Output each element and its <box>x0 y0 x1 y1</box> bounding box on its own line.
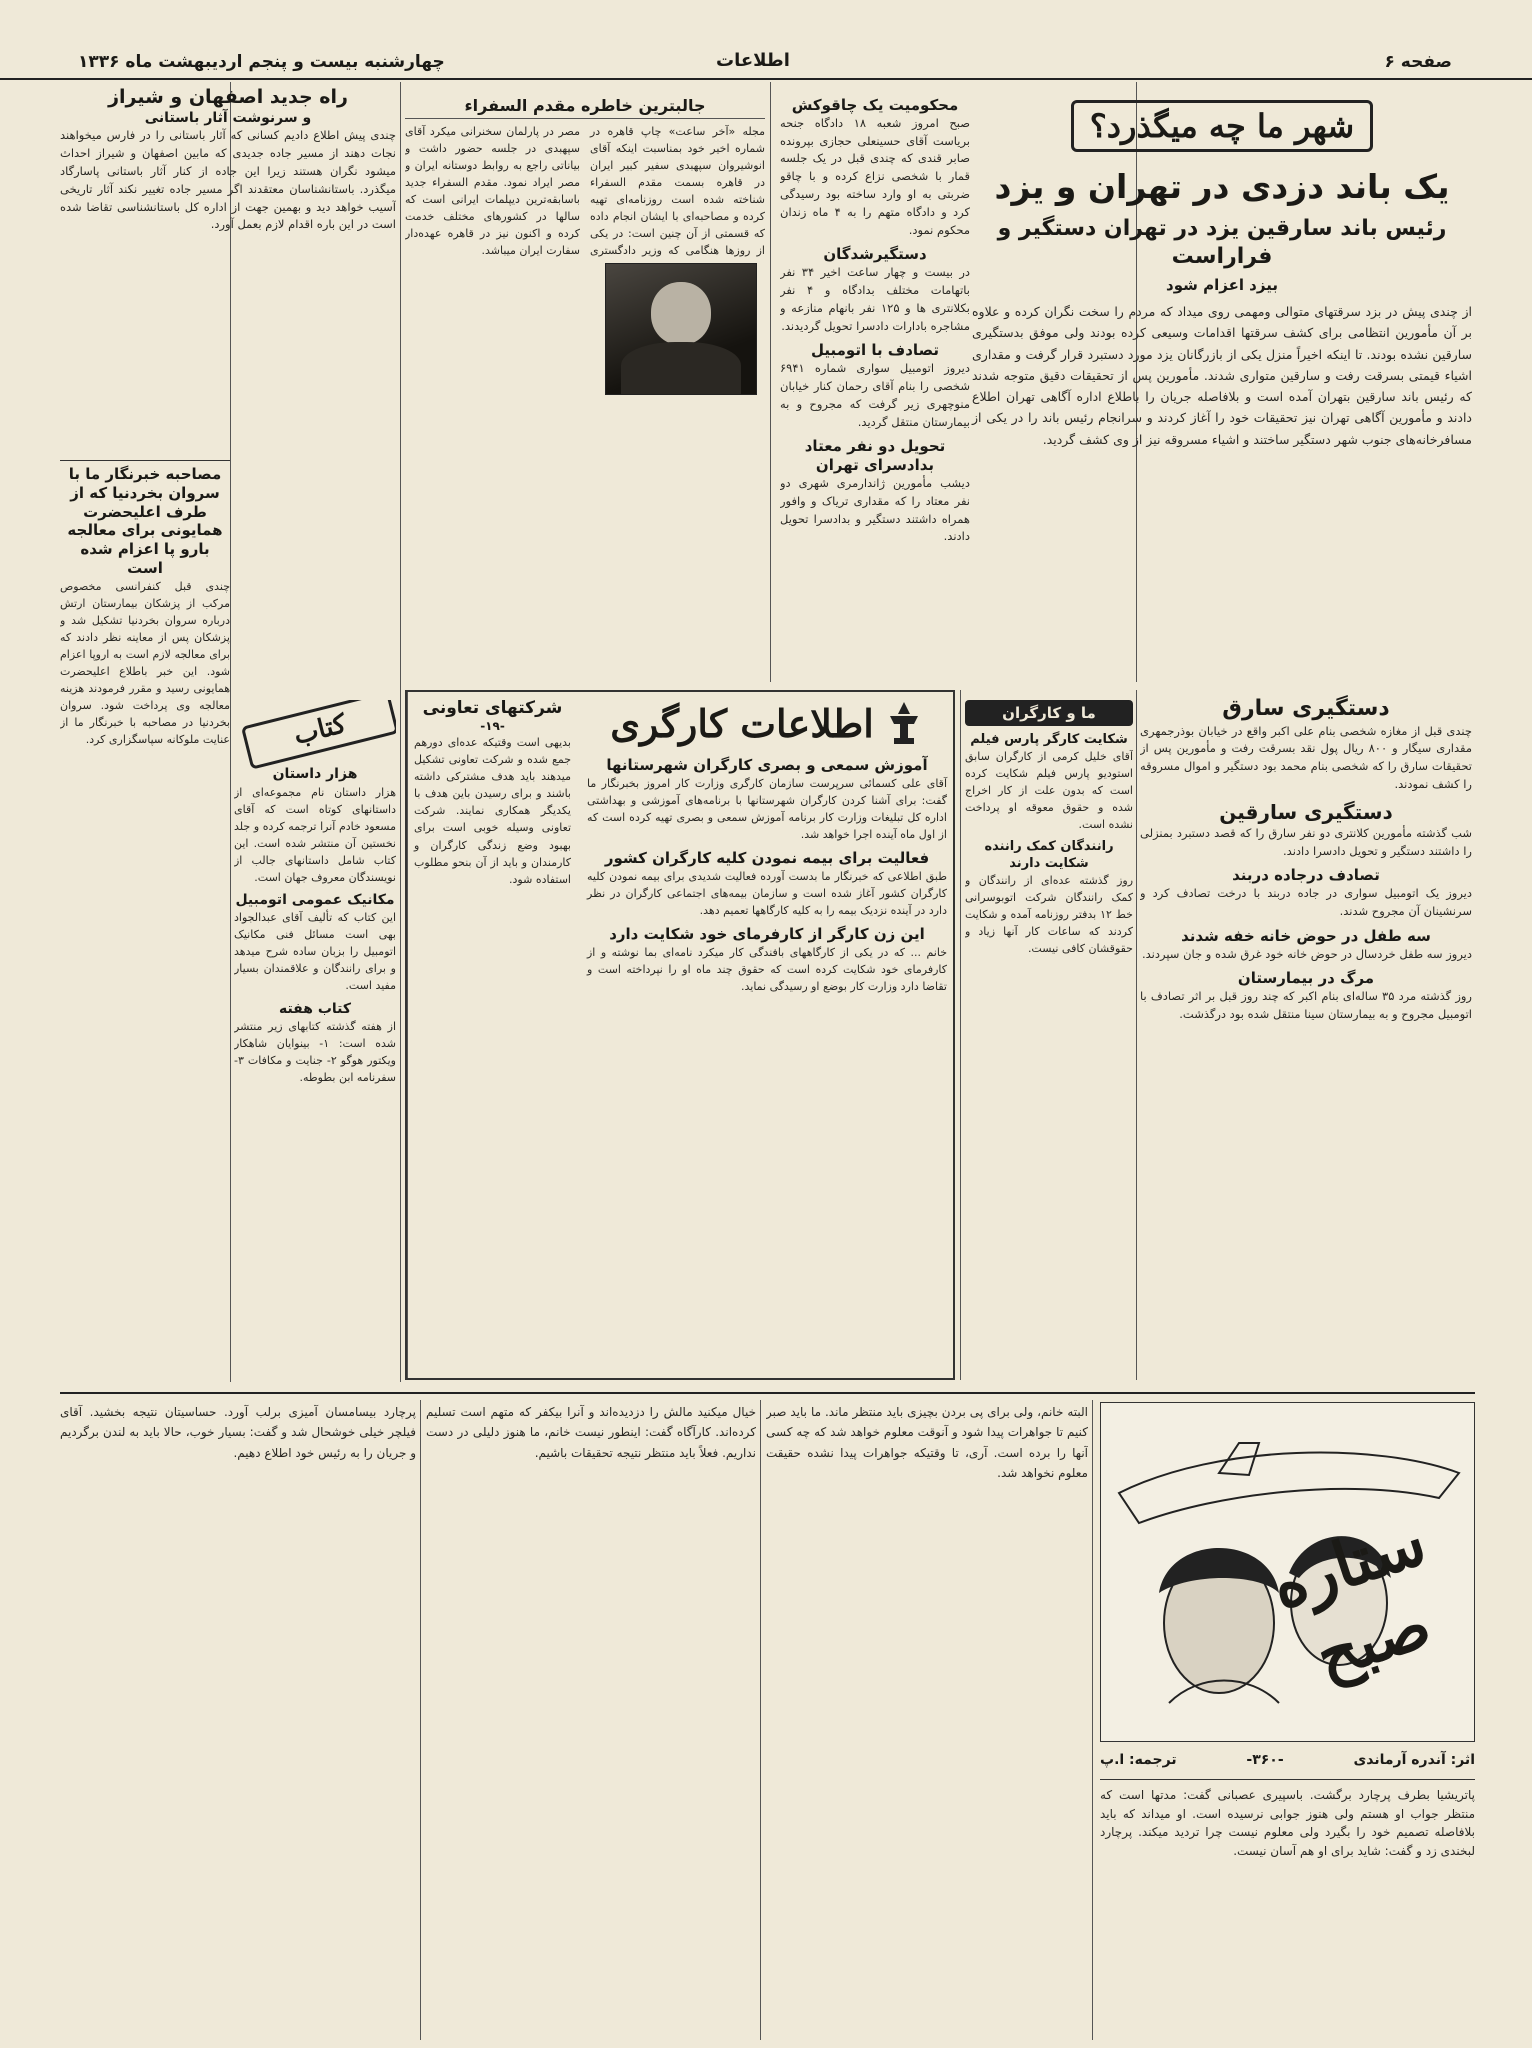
body-mechanic: این کتاب که تألیف آقای عبدالجواد بهی است مسائل فنی مکانیک اتومبیل را بزبان ساده شرح میدهد و برای رانندگان و علاقمندان بسیار مفید است. <box>234 911 396 993</box>
body-addicts: دیشب مأمورین ژاندارمری شهری دو نفر معتاد را که مقداری تریاک و وافور همراه داشتند دستگیر و بدادسرا تحویل دادند. <box>780 475 970 544</box>
body-arrested: در بیست و چهار ساعت اخیر ۳۴ نفر باتهامات مختلف بدادگاه و ۴ نفر بکلانتری ها و ۱۲۵ نفر بانهام منازعه و مشاجره بادارات دادسرا تحویل گردیدند. <box>780 265 970 333</box>
body-bakhradnia: چندی قبل کنفرانسی مخصوص مرکب از پزشکان بیمارستان ارتش درباره سروان بخردنیا تشکیل شد و پزشکان پس از معاینه نظر دادند که برای معالجه لازم است به اروپا اعزام شود. این خبر باطلاع اعلیحضرت همایونی رسید و مقرر فرمودند هزینه معالجه وی پرداخت شود. سروان بخردنیا در مصاحبه با خبرنگار ما از عنایت ملوکانه سپاسگزاری کرد. <box>60 579 230 746</box>
body-drivers: روز گذشته عده‌ای از رانندگان و کمک رانندگان شرکت اتوبوسرانی خط ۱۲ بدفتر روزنامه آمده و شکایت کردند که ساعات کار آنها زیاد و حقوقشان کافی نیست. <box>965 873 1133 956</box>
section-divider <box>60 1392 1475 1394</box>
body-accident: دیروز اتومبیل سواری شماره ۶۹۴۱ شخصی را بنام آقای رحمان کنار خیابان منوچهری زیر گرفت که مجروح و به بیمارستان منتقل گردید. <box>780 361 970 429</box>
column-rule <box>400 82 401 1382</box>
issue-date: چهارشنبه بیست و پنجم اردیبهشت ماه ۱۳۳۶ <box>78 52 445 72</box>
serial-illustration <box>1100 1402 1475 1742</box>
column-rule <box>1092 1400 1093 2040</box>
bakhradnia-section <box>60 460 230 1380</box>
masthead <box>0 0 1532 80</box>
short-news-column <box>780 96 970 682</box>
newspaper-name: اطلاعات <box>716 50 790 71</box>
workers-section-title: اطلاعات کارگری <box>610 701 874 747</box>
headline-drowned: سه طفل در حوض خانه خفه شدند <box>1181 926 1431 945</box>
cooperatives-number: -۱۹- <box>480 719 505 734</box>
headline-pars-film: شکایت کارگر پارس فیلم <box>970 732 1128 747</box>
body-training: آقای علی کسمائی سرپرست سازمان کارگری وزارت کار امروز بخبرنگار ما گفت: برای آشنا کردن کارگران شهرستانها با برنامه‌های آموزشی و بهداشتی اداره کل تبلیغات وزارت کار برنامه آموزش سمعی و بصری تهیه کرده است که از اول ماه آینده اجرا خواهد شد. <box>587 776 947 841</box>
anvil-icon <box>884 698 924 750</box>
headline-training: آموزش سمعی و بصری کارگران شهرستانها <box>606 756 928 774</box>
body-insurance: طبق اطلاعی که خبرنگار ما بدست آورده فعالیت شدیدی برای بیمه نمودن کلیه کارگران کشور آغاز شده است و سازمان بیمه‌های اجتماعی کارگران در نظر دارد در آینده نزدیک بیمه را به کلیه کارگاهها تعمیم دهد. <box>587 869 947 917</box>
column-rule <box>770 82 771 682</box>
books-section <box>234 700 396 1380</box>
serial-body-2: البته خانم، ولی برای پی بردن بچیزی باید منتظر ماند. ما باید صبر کنیم تا جواهرات پیدا شود و آنوقت معلوم خواهد شد که چه کسی آنها را برده است. آری، تا وقتیکه جواهرات پیدا نشده حقیقت معلوم نخواهد شد. <box>766 1405 1088 1481</box>
serial-episode: -۳۶۰- <box>1246 1752 1284 1768</box>
headline-mechanic: مکانیک عمومی اتومبیل <box>235 891 395 908</box>
headline-darband: تصادف درجاده دربند <box>1232 866 1380 885</box>
serial-translator: ترجمه: ا.پ <box>1100 1752 1177 1768</box>
body-book-week: از هفته گذشته کتابهای زیر منتشر شده است: ۱- بینوایان شاهکار ویکتور هوگو ۲- جنایت و مکافات ۳- سفرنامه ابن بطوطه. <box>234 1020 396 1085</box>
headline-thieves: دستگیری سارقین <box>1219 799 1393 824</box>
column-rule <box>1136 690 1137 1380</box>
body-ambassador: مجله «آخر ساعت» چاپ قاهره در شماره اخیر خود بمناسبت اینکه آقای انوشیروان سپهبدی سفیر کبیر ایران در قاهره بسمت مقدم السفراء شناخته شده است روزنامه‌ای تهیه کرده و مصاحبه‌ای با ایشان انجام داده که قسمتی از آن چنین است: در یکی از روزها هنگامی که وزیر دادگستری مصر در پارلمان سخنرانی میکرد آقای سپهبدی در جلسه حضور داشت و بیاناتی راجع به روابط دوستانه ایران و مصر ایراد نمود. مقدم السفراء جدید باسابقه‌ترین دیپلمات ایرانی است که سالها در کشورهای مختلف خدمت کرده و اکنون نیز در قاهره عهده‌دار سفارت ایران میباشد. <box>405 125 765 258</box>
headline-thief: دستگیری سارق <box>1222 696 1390 721</box>
serial-credits <box>1100 1752 1475 1780</box>
ma-workers-title: ما و کارگران <box>965 700 1133 726</box>
serial-body-1: پاتریشیا بطرف پرچارد برگشت. باسپیری عصبانی گفت: مدتها است که منتظر جواب او هستم ولی هنوز جوابی نرسیده است. او میداند که باید بلافاصله تصمیم خود را بگیرد ولی معلوم نیست چرا تردید میکند. پرچارد لبخندی زد و گفت: شاید برای او هم آسان نیست. <box>1100 1788 1475 1858</box>
books-banner: کتاب <box>241 700 396 770</box>
body-cooperatives: بدیهی است وقتیکه عده‌ای دورهم جمع شده و شرکت تعاونی تشکیل میدهند باید هدف مشترکی داشته باشند و برای رسیدن باین هدف با یکدیگر همکاری نمایند. شرکت تعاونی وسیله خوبی است برای بهبود وضع زندگی کارگران و کارمندان و باید از آن بنحو مطلوب استفاده شود. <box>414 736 571 886</box>
body-woman-worker: خانم ... که در یکی از کارگاههای بافندگی کار میکرد نامه‌ای بما نوشته و از کارفرمای خود شکایت کرده است که حقوق چند ماه او را نپرداخته است و تقاضا دارد وزارت کار بوضع او رسیدگی نماید. <box>587 945 947 993</box>
column-rule <box>760 1400 761 2040</box>
headline-addicts: تحویل دو نفر معتاد بدادسرای تهران <box>804 437 946 475</box>
main-story-body: از چندی پیش در بزد سرقتهای متوالی ومهمی روی میداد که مردم را سخت نگران کرده و علاوه بر آن مأمورین انتظامی برای کشف سرقتها اقدامات وسیعی کرده بودند ولی موفق بدستگیری سارقین نشده بودند. تا اینکه اخیراً منزل یکی از بازرگانان یزد مورد دستبرد قرار گرفت و مقداری اشیاء قیمتی بسرقت رفت و سارقین متواری شدند. مأمورین پس از تحقیقات دقیق متوجه شدند که رئیس باند سارقین بتهران آمده است و بلافاصله جریان را باطلاع اداره آگاهی تهران اطلاع دادند و مأمورین آگاهی تهران نیز تحقیقات خود را آغاز کردند و سرانجام رئیس باند را در یکی از مسافرخانه‌های جنوب شهر دستگیر ساختند و اشیاء مسروقه نیز از وی کشف گردید. <box>972 304 1472 447</box>
headline-hezar: هزار داستان <box>272 766 358 782</box>
body-drowned: دیروز سه طفل خردسال در حوض خانه خود غرق شده و جان سپردند. <box>1141 946 1472 961</box>
sub-headline-2: بیزد اعزام شود <box>1166 276 1278 295</box>
body-darband: دیروز یک اتومبیل سواری در جاده دربند با درخت تصادف کرد و سرنشینان آن مجروح شدند. <box>1140 886 1472 918</box>
column-rule <box>960 690 961 1380</box>
headline-accident: تصادف با اتومبیل <box>811 341 939 360</box>
workers-title-row <box>587 698 947 750</box>
body-thieves: شب گذشته مأمورین کلانتری دو نفر سارق را که قصد دستبرد بمنزلی را داشتند دستگیر و تحویل دادسرا دادند. <box>1140 825 1472 858</box>
body-pars-film: آقای خلیل کرمی از کارگران سابق استودیو پارس فیلم شکایت کرده است که بدون علت از کار اخراج شده و حقوق معوقه او پرداخت نشده است. <box>965 750 1133 832</box>
serial-title: ستاره صبح <box>1262 1504 1440 1694</box>
body-hospital: روز گذشته مرد ۳۵ ساله‌ای بنام اکبر که چند روز قبل بر اثر تصادف با اتومبیل مجروح و به بیمارستان سینا منتقل شده بود درگذشت. <box>1140 989 1472 1021</box>
body-isfahan: چندی پیش اطلاع دادیم کسانی که آثار باستانی را در فارس میخواهند نجات دهند از مسیر جاده جدیدی که مابین اصفهان و شیراز احداث میشود نگران هستند زیرا این جاده از کنار آثار باستانی پاسارگاد میگذرد. باستانشناسان معتقدند اگر مسیر جاده تغییر نکند آثار تاریخی آسیب خواهد دید و بهمین جهت از اداره کل باستانشناسی تقاضا شده است در این باره اقدام لازم بعمل آورد. <box>60 128 396 232</box>
headline-isfahan: راه جدید اصفهان و شیراز <box>108 86 348 108</box>
workers-main <box>581 692 953 1378</box>
headline-arrested: دستگیرشدگان <box>823 245 927 264</box>
headline-ambassador: جالبترین خاطره مقدم السفراء <box>405 96 765 119</box>
sub-headline: رئیس باند سارقین یزد در تهران دستگیر و فراراست <box>997 216 1447 269</box>
headline-drivers: رانندگان کمک راننده شکایت دارند <box>984 839 1114 871</box>
serial-author: اثر: آندره آرماندی <box>1353 1752 1475 1768</box>
ambassador-photo <box>605 263 757 395</box>
body-thief: چندی قبل از مغازه شخصی بنام علی اکبر واقع در خیابان بوذرجمهری مقداری سیگار و ۸۰۰ ریال پول نقد بسرقت رفت و مأمورین پس از تحقیقات سارق را که شخصی بنام محمد بود دستگیر و اموال مسروقه را کشف نمودند. <box>1140 723 1472 791</box>
ma-workers-section <box>965 700 1133 1380</box>
page-number: صفحه ۶ <box>1384 52 1452 72</box>
headline-insurance: فعالیت برای بیمه نمودن کلیه کارگران کشور <box>604 848 930 867</box>
headline-cooperatives: شرکتهای تعاونی <box>422 698 563 718</box>
ambassador-section <box>405 96 765 682</box>
headline-book-week: کتاب هفته <box>278 1000 352 1017</box>
body-hezar: هزار داستان نام مجموعه‌ای از داستانهای کوتاه است که آقای مسعود خادم آنرا ترجمه کرده و جلد نخستین آن منتشر شده است. این کتاب شامل داستانهای جالب از نویسندگان معروف جهان است. <box>234 785 396 884</box>
subhead-isfahan: و سرنوشت آثار باستانی <box>144 109 312 126</box>
headline-knife: محکومیت یک چاقوکش <box>791 96 959 114</box>
city-news-banner: شهر ما چه میگذرد؟ <box>1071 100 1373 152</box>
cooperatives-column <box>407 692 577 1378</box>
serial-body-4: پرچارد بیسامسان آمیزی برلب آورد. حساسیتان نتیجه بخشید. آقای فیلچر خیلی خوشحال شد و گفت: بسیار خوب، حالا باید به لندن برگردیم و جریان را به رئیس خود اطلاع دهیم. <box>60 1405 416 1460</box>
column-rule <box>420 1400 421 2040</box>
headline-woman-worker: این زن کارگر از کارفرمای خود شکایت دارد <box>609 924 925 943</box>
serial-body-3: خیال میکنید مالش را دزدیده‌اند و آنرا بیکفر که متهم است تسلیم کرده‌اند. کارآگاه گفت: اینطور نیست خانم، ما هنوز دلیلی در دست نداریم. فعلاً باید منتظر نتیجه تحقیقات باشیم. <box>426 1405 756 1460</box>
arrests-section <box>1140 695 1472 1385</box>
headline-hospital: مرگ در بیمارستان <box>1237 969 1375 988</box>
workers-box <box>405 690 955 1380</box>
main-headline: یک باند دزدی در تهران و یزد <box>994 167 1450 206</box>
headline-bakhradnia: مصاحبه خبرنگار ما با سروان بخردنیا که از طرف اعلیحضرت همایونی برای معالجه بارو پا اعزام شده است <box>60 460 230 578</box>
body-knife: صبح امروز شعبه ۱۸ دادگاه جنحه بریاست آقای حسینعلی حجازی بپرونده صابر قندی که چندی قبل در یک جلسه قمار با شخصی نزاع کرده و با چاقو ضربتی به او وارد ساخته بود رسیدگی کرد و دادگاه متهم را به ۴ ماه زندان محکوم نمود. <box>780 115 970 237</box>
city-news-section <box>972 100 1472 680</box>
